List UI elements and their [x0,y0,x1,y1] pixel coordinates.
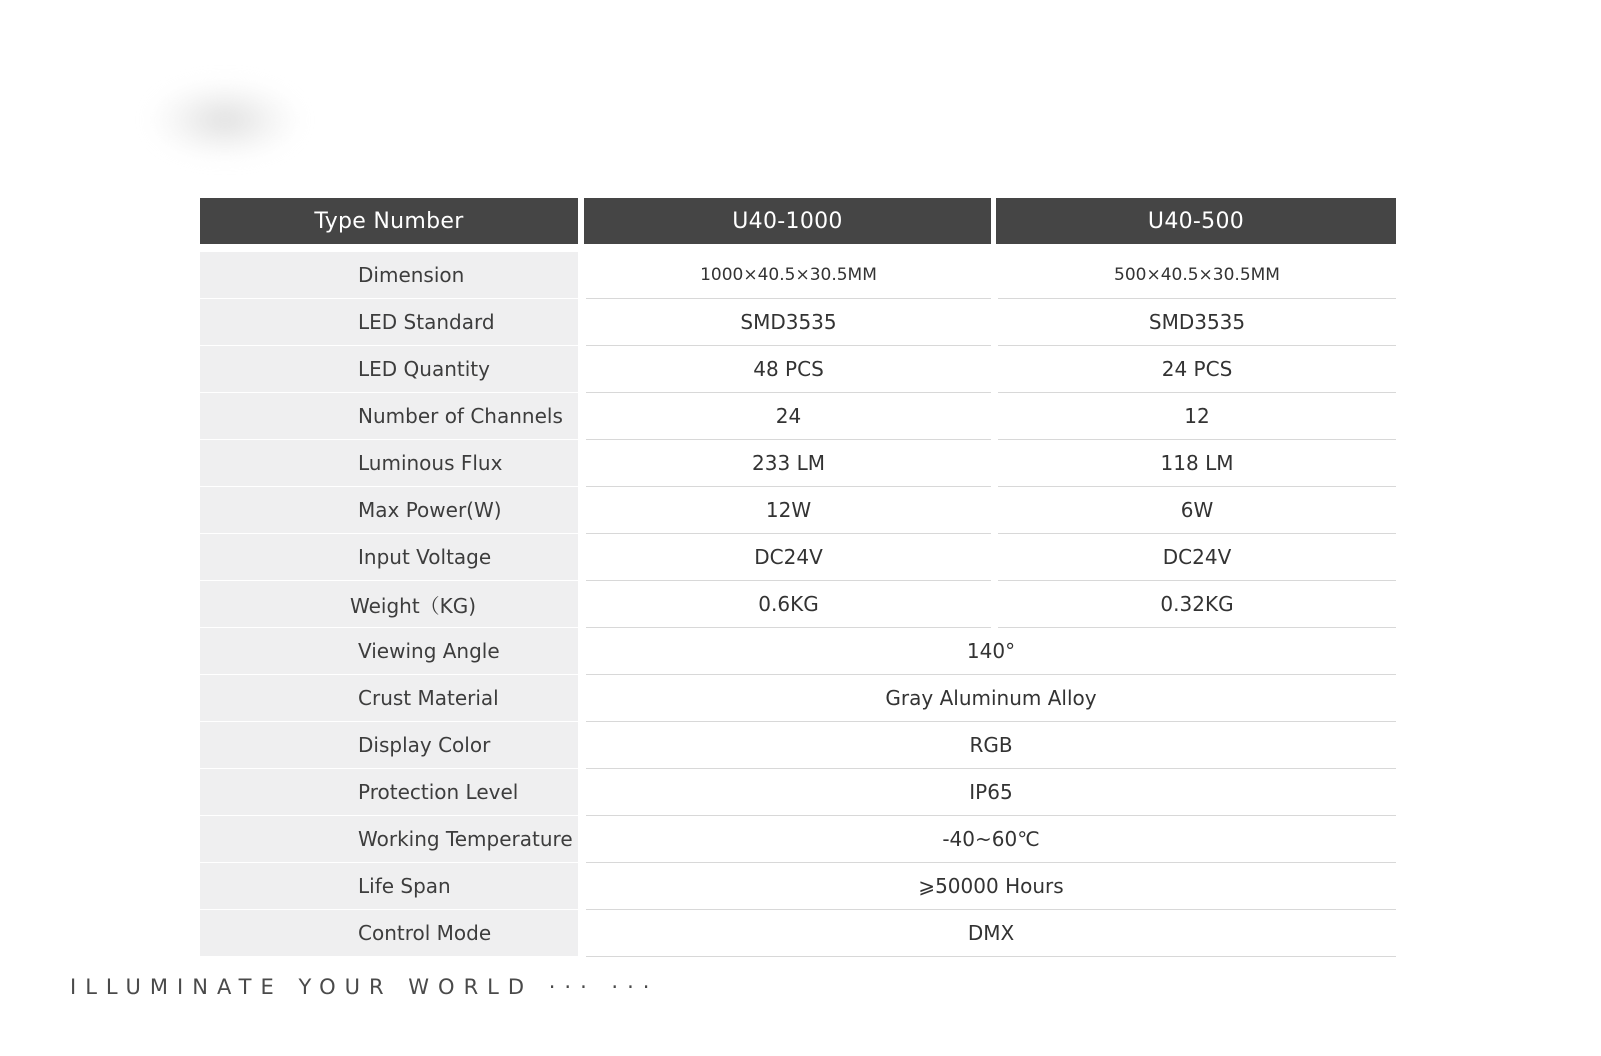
row-label: Life Span [200,863,578,910]
header-model-b: U40-500 [996,198,1396,244]
row-value-b: DC24V [998,534,1396,581]
row-label: Display Color [200,722,578,769]
row-value-a: 12W [586,487,991,534]
blurred-logo [150,80,300,160]
row-label: Protection Level [200,769,578,816]
row-value: IP65 [586,769,1396,816]
row-label: Working Temperature [200,816,578,863]
header-model-a: U40-1000 [584,198,991,244]
row-value-a: DC24V [586,534,991,581]
row-label: Input Voltage [200,534,578,581]
row-value-b: 500×40.5×30.5MM [998,252,1396,299]
row-value: ⩾50000 Hours [586,863,1396,910]
row-label: LED Standard [200,299,578,346]
row-value-a: 233 LM [586,440,991,487]
table-row [200,816,1396,863]
row-value-b: 24 PCS [998,346,1396,393]
table-row [200,440,1396,487]
header-type-number: Type Number [200,198,578,244]
table-row [200,346,1396,393]
row-value-a: SMD3535 [586,299,991,346]
row-value: 140° [586,628,1396,675]
row-value-b: 118 LM [998,440,1396,487]
table-row [200,910,1396,957]
row-value-a: 1000×40.5×30.5MM [586,252,991,299]
row-value-b: 6W [998,487,1396,534]
row-value: DMX [586,910,1396,957]
tagline: ILLUMINATE YOUR WORLD ··· ··· [70,975,659,999]
table-row [200,487,1396,534]
row-value-b: SMD3535 [998,299,1396,346]
row-value-b: 12 [998,393,1396,440]
table-row [200,393,1396,440]
row-value-a: 0.6KG [586,581,991,628]
row-label: Control Mode [200,910,578,957]
table-row [200,299,1396,346]
row-label: Max Power(W) [200,487,578,534]
row-value: -40~60℃ [586,816,1396,863]
table-row [200,628,1396,675]
table-row [200,252,1396,299]
row-label: Weight（KG) [200,581,578,628]
row-value-a: 24 [586,393,991,440]
row-value-a: 48 PCS [586,346,991,393]
table-row [200,675,1396,722]
row-label: Number of Channels [200,393,578,440]
row-label: Dimension [200,252,578,299]
row-value: Gray Aluminum Alloy [586,675,1396,722]
table-row [200,863,1396,910]
table-row [200,769,1396,816]
table-row [200,581,1396,628]
table-row [200,534,1396,581]
table-row [200,722,1396,769]
row-label: LED Quantity [200,346,578,393]
row-label: Luminous Flux [200,440,578,487]
row-value-b: 0.32KG [998,581,1396,628]
row-label: Viewing Angle [200,628,578,675]
row-label: Crust Material [200,675,578,722]
row-value: RGB [586,722,1396,769]
